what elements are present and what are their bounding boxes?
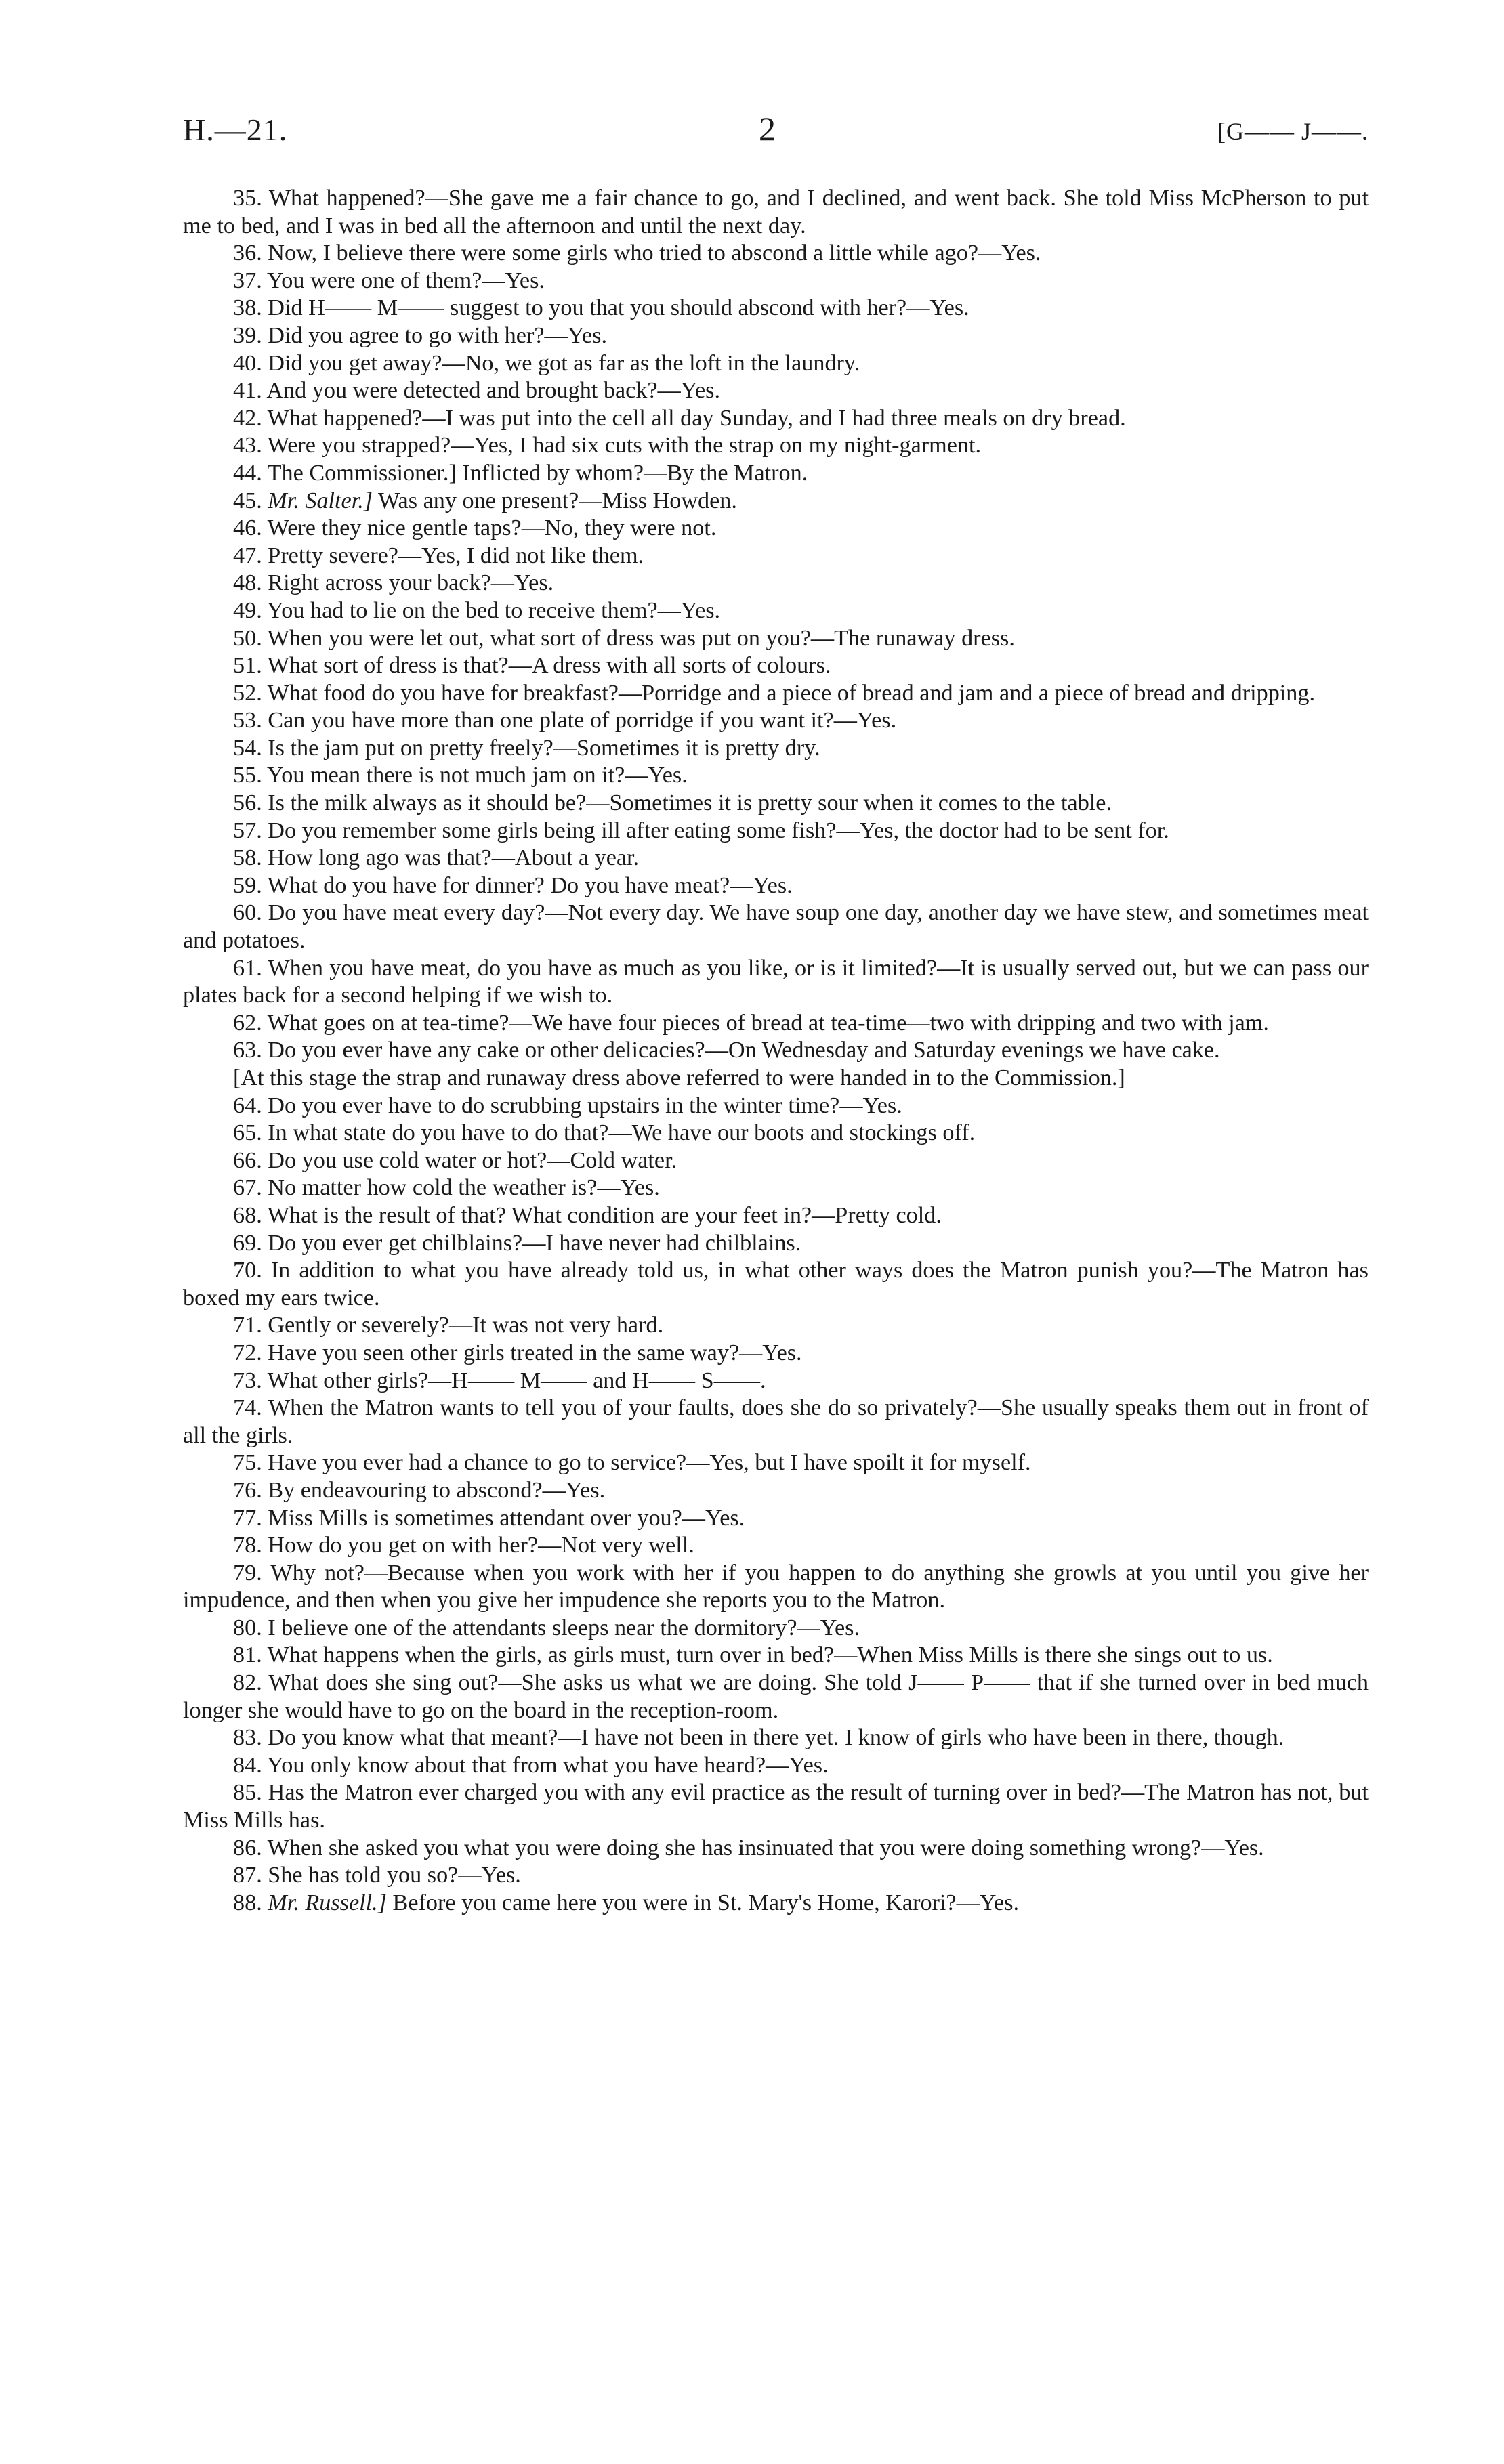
evidence-paragraph: 51. What sort of dress is that?—A dress with all sorts of colours.	[233, 653, 831, 679]
page-number: 2	[759, 110, 776, 148]
evidence-paragraph: 42. What happened?—I was put into the cell all day Sunday, and I had three meals on dry bread.	[233, 405, 1126, 431]
evidence-paragraph: 76. By endeavouring to abscond?—Yes.	[233, 1477, 606, 1503]
evidence-paragraph: 57. Do you remember some girls being ill after eating some fish?—Yes, the doctor had to be sent for.	[233, 817, 1169, 843]
evidence-paragraph: 79. Why not?—Because when you work with her if you happen to do anything she growls at you until you give her impudence, and then when you give her impudence she reports you to the Matron.	[183, 1560, 1369, 1613]
evidence-paragraph	[183, 488, 1369, 515]
evidence-paragraph: 86. When she asked you what you were doing she has insinuated that you were doing something wrong?—Yes.	[233, 1835, 1264, 1861]
evidence-paragraph: 50. When you were let out, what sort of dress was put on you?—The runaway dress.	[233, 625, 1015, 651]
evidence-paragraph: 43. Were you strapped?—Yes, I had six cuts with the strap on my night-garment.	[233, 433, 982, 459]
evidence-paragraph: 49. You had to lie on the bed to receive them?—Yes.	[233, 597, 721, 623]
paragraph-text: Was any one present?—Miss Howden.	[378, 488, 737, 513]
evidence-paragraph: 85. Has the Matron ever charged you with any evil practice as the result of turning over in bed?—The Matron has not, but Miss Mills has.	[183, 1780, 1369, 1833]
evidence-paragraph: 38. Did H—— M—— suggest to you that you should abscond with her?—Yes.	[233, 295, 969, 321]
speaker-name: Mr. Salter.]	[268, 488, 373, 513]
evidence-paragraph: 59. What do you have for dinner? Do you have meat?—Yes.	[233, 872, 793, 898]
evidence-paragraph: 67. No matter how cold the weather is?—Yes.	[233, 1175, 660, 1201]
document-reference: H.—21.	[183, 112, 288, 147]
evidence-paragraph: 40. Did you get away?—No, we got as far as the loft in the laundry.	[233, 350, 860, 376]
witness-initials: [G—— J——.	[1217, 118, 1369, 145]
evidence-paragraph: 81. What happens when the girls, as girls must, turn over in bed?—When Miss Mills is there she sings out to us.	[233, 1642, 1273, 1668]
evidence-paragraph: 69. Do you ever get chilblains?—I have never had chilblains.	[233, 1230, 801, 1256]
question-number: 88.	[233, 1890, 262, 1915]
evidence-paragraph: 61. When you have meat, do you have as much as you like, or is it limited?—It is usually served out, but we can pass our plates back for a second helping if we wish to.	[183, 955, 1369, 1008]
evidence-paragraph: 78. How do you get on with her?—Not very well.	[233, 1533, 694, 1558]
evidence-paragraph: 65. In what state do you have to do that?—We have our boots and stockings off.	[233, 1120, 976, 1146]
evidence-paragraph: 56. Is the milk always as it should be?—Sometimes it is pretty sour when it comes to the table.	[233, 790, 1112, 816]
evidence-paragraph: 68. What is the result of that? What condition are your feet in?—Pretty cold.	[233, 1202, 942, 1228]
evidence-paragraph: 46. Were they nice gentle taps?—No, they were not.	[233, 515, 717, 541]
evidence-paragraph: 77. Miss Mills is sometimes attendant over you?—Yes.	[233, 1505, 745, 1531]
evidence-paragraph: [At this stage the strap and runaway dress above referred to were handed in to the Commission.]	[233, 1065, 1125, 1090]
evidence-paragraph: 55. You mean there is not much jam on it?—Yes.	[233, 763, 688, 788]
evidence-paragraph: 41. And you were detected and brought back?—Yes.	[233, 378, 721, 404]
evidence-paragraph: 54. Is the jam put on pretty freely?—Sometimes it is pretty dry.	[233, 735, 820, 761]
page-header	[183, 112, 1369, 159]
evidence-paragraph: 87. She has told you so?—Yes.	[233, 1863, 521, 1888]
evidence-paragraph: 62. What goes on at tea-time?—We have four pieces of bread at tea-time—two with dripping and two with jam.	[233, 1010, 1269, 1036]
evidence-paragraph: 44. The Commissioner.] Inflicted by whom?—By the Matron.	[233, 460, 808, 486]
evidence-paragraph	[183, 1890, 1369, 1917]
evidence-paragraph: 47. Pretty severe?—Yes, I did not like them.	[233, 543, 644, 568]
evidence-paragraph: 71. Gently or severely?—It was not very hard.	[233, 1313, 664, 1338]
evidence-paragraph: 52. What food do you have for breakfast?—Porridge and a piece of bread and jam and a piece of bread and dripping.	[233, 680, 1316, 706]
evidence-paragraph: 60. Do you have meat every day?—Not every day. We have soup one day, another day we have stew, and sometimes meat and potatoes.	[183, 900, 1369, 954]
evidence-paragraph: 72. Have you seen other girls treated in the same way?—Yes.	[233, 1340, 802, 1365]
evidence-paragraph: 48. Right across your back?—Yes.	[233, 570, 554, 596]
evidence-paragraph: 36. Now, I believe there were some girls who tried to abscond a little while ago?—Yes.	[233, 240, 1041, 266]
evidence-paragraph: 74. When the Matron wants to tell you of your faults, does she do so privately?—She usually speaks them out in front of all the girls.	[183, 1395, 1369, 1448]
document-page	[183, 112, 1369, 1917]
evidence-paragraph: 70. In addition to what you have already told us, in what other ways does the Matron punish you?—The Matron has boxed my ears twice.	[183, 1258, 1369, 1311]
paragraph-text: Before you came here you were in St. Mary's Home, Karori?—Yes.	[392, 1890, 1020, 1915]
evidence-paragraph: 80. I believe one of the attendants sleeps near the dormitory?—Yes.	[233, 1615, 860, 1640]
evidence-paragraph: 64. Do you ever have to do scrubbing upstairs in the winter time?—Yes.	[233, 1092, 902, 1118]
evidence-paragraph: 53. Can you have more than one plate of porridge if you want it?—Yes.	[233, 708, 897, 734]
evidence-paragraph: 37. You were one of them?—Yes.	[233, 268, 545, 293]
evidence-paragraph: 35. What happened?—She gave me a fair chance to go, and I declined, and went back. She told Miss McPherson to put me to bed, and I was in bed all the afternoon and until the next day.	[183, 186, 1369, 238]
evidence-paragraph: 66. Do you use cold water or hot?—Cold water.	[233, 1147, 677, 1173]
evidence-paragraph: 39. Did you agree to go with her?—Yes.	[233, 322, 607, 348]
evidence-paragraph: 84. You only know about that from what you have heard?—Yes.	[233, 1752, 829, 1778]
evidence-paragraph: 82. What does she sing out?—She asks us what we are doing. She told J—— P—— that if she turned over in bed much longer she would have to go on the board in the reception-room.	[183, 1670, 1369, 1723]
evidence-paragraph: 63. Do you ever have any cake or other delicacies?—On Wednesday and Saturday evenings we have cake.	[233, 1038, 1220, 1063]
evidence-paragraph: 73. What other girls?—H—— M—— and H—— S——.	[233, 1367, 766, 1393]
evidence-paragraph: 75. Have you ever had a chance to go to service?—Yes, but I have spoilt it for myself.	[233, 1450, 1031, 1476]
question-number: 45.	[233, 488, 262, 513]
evidence-paragraph: 58. How long ago was that?—About a year.	[233, 845, 640, 871]
evidence-paragraph: 83. Do you know what that meant?—I have not been in there yet. I know of girls who have been in there, though.	[233, 1725, 1284, 1751]
evidence-text	[183, 185, 1369, 1917]
speaker-name: Mr. Russell.]	[268, 1890, 387, 1915]
